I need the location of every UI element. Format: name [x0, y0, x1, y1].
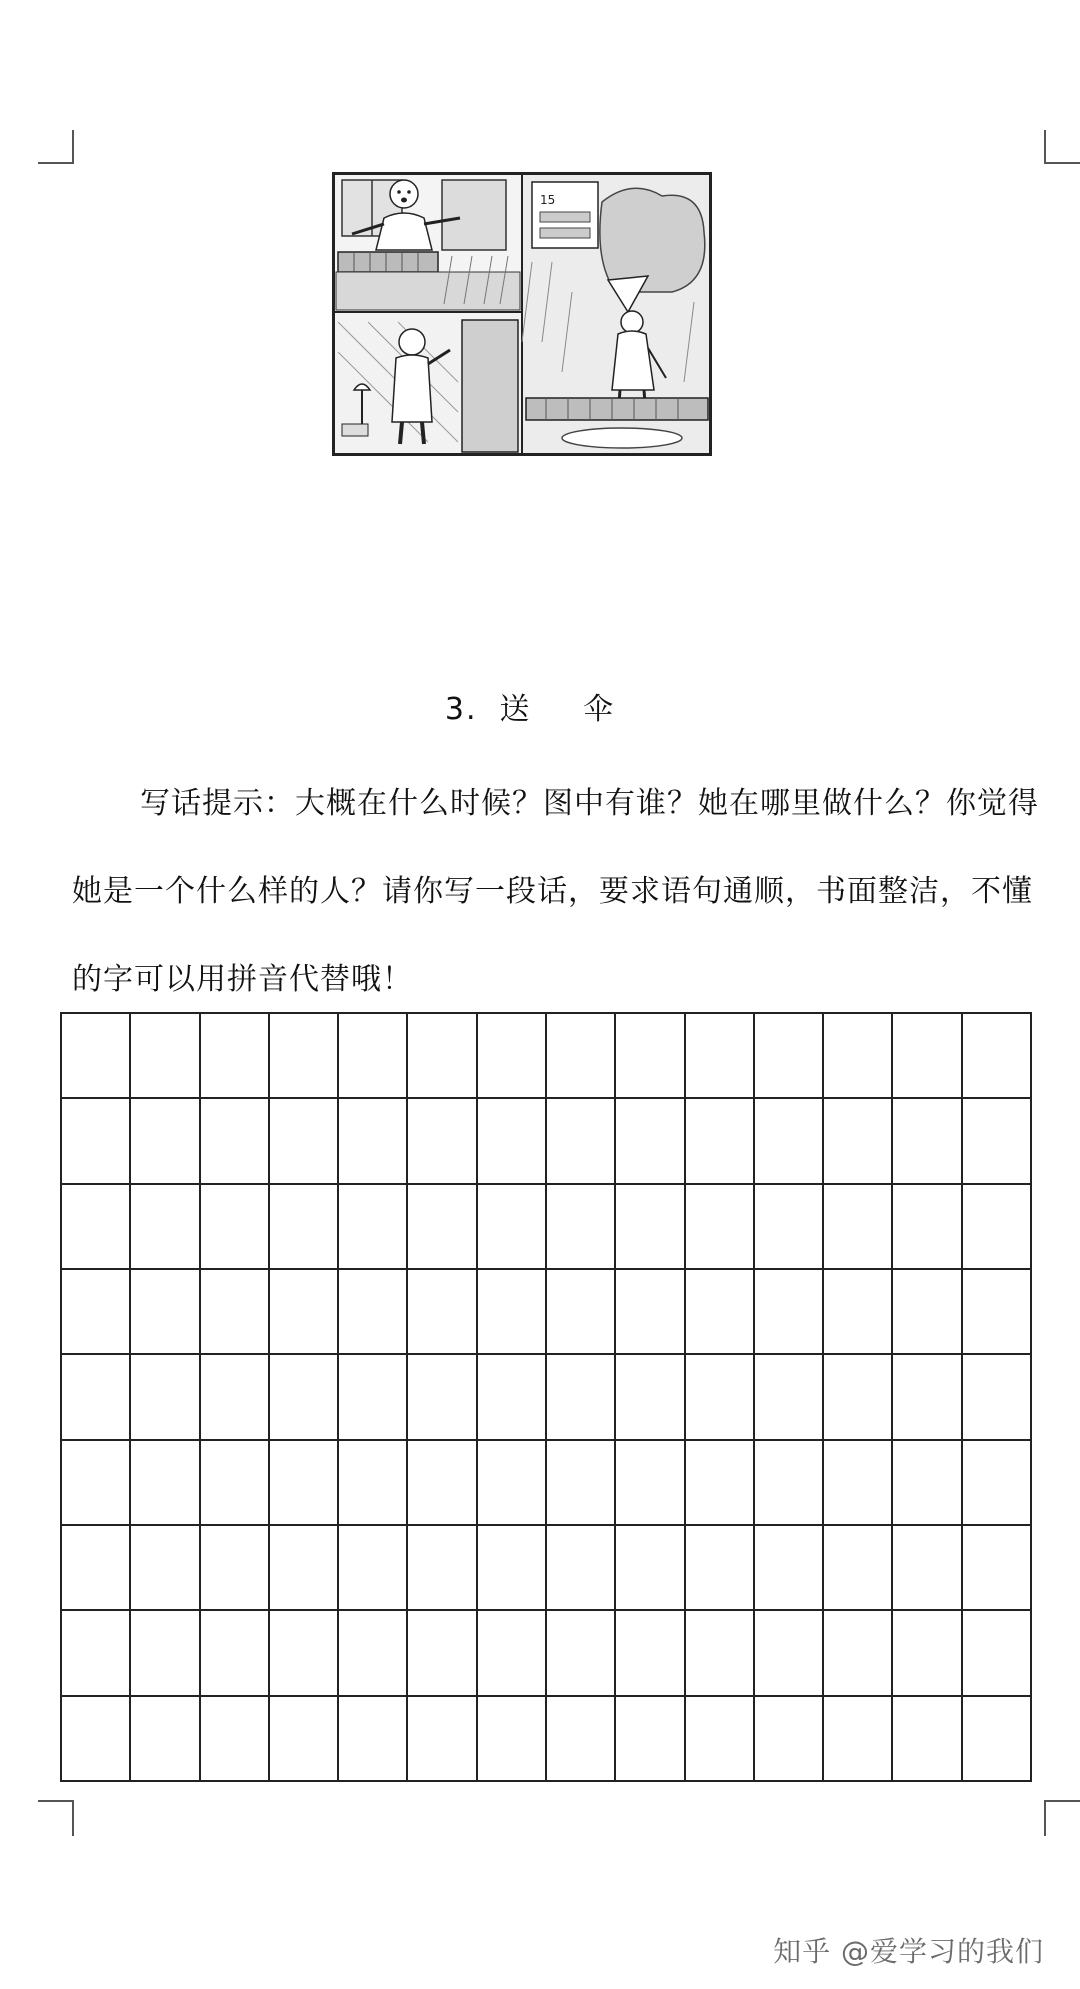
- grid-cell[interactable]: [270, 1014, 339, 1099]
- grid-cell[interactable]: [824, 1270, 893, 1355]
- grid-cell[interactable]: [893, 1014, 962, 1099]
- section-number: 3.: [444, 692, 478, 727]
- grid-cell[interactable]: [478, 1355, 547, 1440]
- grid-cell[interactable]: [963, 1014, 1032, 1099]
- grid-cell[interactable]: [686, 1441, 755, 1526]
- grid-cell[interactable]: [201, 1185, 270, 1270]
- grid-cell[interactable]: [339, 1270, 408, 1355]
- grid-cell[interactable]: [62, 1441, 131, 1526]
- grid-cell[interactable]: [270, 1697, 339, 1782]
- grid-cell[interactable]: [616, 1355, 685, 1440]
- grid-cell[interactable]: [547, 1611, 616, 1696]
- grid-cell[interactable]: [547, 1270, 616, 1355]
- grid-cell[interactable]: [478, 1185, 547, 1270]
- grid-cell[interactable]: [755, 1355, 824, 1440]
- grid-cell[interactable]: [755, 1526, 824, 1611]
- grid-cell[interactable]: [616, 1185, 685, 1270]
- writing-grid[interactable]: [60, 1012, 1032, 1782]
- grid-cell[interactable]: [62, 1526, 131, 1611]
- grid-cell[interactable]: [755, 1697, 824, 1782]
- grid-cell[interactable]: [131, 1355, 200, 1440]
- grid-cell[interactable]: [547, 1697, 616, 1782]
- grid-cell[interactable]: [201, 1611, 270, 1696]
- section-title: [0, 684, 1080, 728]
- grid-cell[interactable]: [547, 1355, 616, 1440]
- grid-cell[interactable]: [478, 1099, 547, 1184]
- grid-cell[interactable]: [893, 1441, 962, 1526]
- grid-cell[interactable]: [755, 1441, 824, 1526]
- grid-cell[interactable]: [547, 1014, 616, 1099]
- writing-prompt: 写话提示：大概在什么时候？图中有谁？她在哪里做什么？你觉得她是一个什么样的人？请你写一段话，要求语句通顺，书面整洁，不懂的字可以用拼音代替哦！: [72, 786, 1039, 997]
- grid-cell[interactable]: [547, 1185, 616, 1270]
- grid-cell[interactable]: [339, 1611, 408, 1696]
- grid-cell[interactable]: [686, 1185, 755, 1270]
- crop-mark-top-left: [38, 130, 74, 164]
- grid-cell[interactable]: [616, 1099, 685, 1184]
- grid-cell[interactable]: [339, 1014, 408, 1099]
- grid-cell[interactable]: [62, 1099, 131, 1184]
- grid-cell[interactable]: [62, 1014, 131, 1099]
- grid-cell[interactable]: [755, 1185, 824, 1270]
- grid-cell[interactable]: [616, 1526, 685, 1611]
- grid-cell[interactable]: [408, 1014, 477, 1099]
- grid-cell[interactable]: [408, 1185, 477, 1270]
- grid-cell[interactable]: [686, 1270, 755, 1355]
- grid-cell[interactable]: [408, 1099, 477, 1184]
- svg-text:15: 15: [540, 193, 556, 207]
- grid-cell[interactable]: [270, 1355, 339, 1440]
- grid-cell[interactable]: [270, 1270, 339, 1355]
- grid-cell[interactable]: [408, 1441, 477, 1526]
- grid-cell[interactable]: [893, 1355, 962, 1440]
- grid-cell[interactable]: [270, 1526, 339, 1611]
- grid-cell[interactable]: [131, 1014, 200, 1099]
- grid-cell[interactable]: [131, 1099, 200, 1184]
- grid-cell[interactable]: [755, 1099, 824, 1184]
- grid-cell[interactable]: [893, 1270, 962, 1355]
- grid-cell[interactable]: [893, 1526, 962, 1611]
- grid-cell[interactable]: [963, 1270, 1032, 1355]
- grid-cell[interactable]: [339, 1355, 408, 1440]
- grid-cell[interactable]: [755, 1270, 824, 1355]
- grid-cell[interactable]: [478, 1270, 547, 1355]
- grid-cell[interactable]: [339, 1099, 408, 1184]
- grid-cell[interactable]: [339, 1185, 408, 1270]
- grid-cell[interactable]: [62, 1355, 131, 1440]
- grid-cell[interactable]: [755, 1611, 824, 1696]
- grid-cell[interactable]: [824, 1697, 893, 1782]
- grid-cell[interactable]: [478, 1526, 547, 1611]
- grid-cell[interactable]: [270, 1185, 339, 1270]
- grid-cell[interactable]: [131, 1270, 200, 1355]
- grid-cell[interactable]: [616, 1697, 685, 1782]
- grid-cell[interactable]: [270, 1441, 339, 1526]
- grid-cell[interactable]: [686, 1697, 755, 1782]
- grid-cell[interactable]: [824, 1355, 893, 1440]
- grid-cell[interactable]: [963, 1355, 1032, 1440]
- grid-cell[interactable]: [339, 1526, 408, 1611]
- wet-child-at-door-panel: [334, 312, 522, 454]
- grid-cell[interactable]: [270, 1611, 339, 1696]
- grid-cell[interactable]: [686, 1014, 755, 1099]
- grid-cell[interactable]: [201, 1526, 270, 1611]
- grid-cell[interactable]: [62, 1697, 131, 1782]
- grid-cell[interactable]: [62, 1611, 131, 1696]
- grid-cell[interactable]: [755, 1014, 824, 1099]
- grid-cell[interactable]: [963, 1697, 1032, 1782]
- grid-cell[interactable]: [339, 1441, 408, 1526]
- grid-cell[interactable]: [201, 1697, 270, 1782]
- grid-cell[interactable]: [478, 1697, 547, 1782]
- grid-cell[interactable]: [963, 1099, 1032, 1184]
- grid-cell[interactable]: [547, 1099, 616, 1184]
- grid-cell[interactable]: [131, 1441, 200, 1526]
- grid-cell[interactable]: [963, 1185, 1032, 1270]
- crop-mark-bottom-left: [38, 1800, 74, 1836]
- grid-cell[interactable]: [339, 1697, 408, 1782]
- grid-cell[interactable]: [824, 1185, 893, 1270]
- grid-cell[interactable]: [686, 1355, 755, 1440]
- grid-cell[interactable]: [201, 1099, 270, 1184]
- grid-cell[interactable]: [963, 1526, 1032, 1611]
- watermark: 知乎 @爱学习的我们: [773, 1935, 1044, 1968]
- grid-cell[interactable]: [408, 1355, 477, 1440]
- grid-cell[interactable]: [62, 1270, 131, 1355]
- crop-mark-top-right: [1044, 130, 1080, 164]
- crop-mark-bottom-right: [1044, 1800, 1080, 1836]
- grid-cell[interactable]: [686, 1099, 755, 1184]
- grid-cell[interactable]: [824, 1611, 893, 1696]
- grid-cell[interactable]: [824, 1441, 893, 1526]
- grid-cell[interactable]: [408, 1611, 477, 1696]
- grid-cell[interactable]: [616, 1270, 685, 1355]
- grid-cell[interactable]: [270, 1099, 339, 1184]
- grid-cell[interactable]: [201, 1441, 270, 1526]
- grid-cell[interactable]: [201, 1355, 270, 1440]
- grid-cell[interactable]: [131, 1697, 200, 1782]
- grid-cell[interactable]: [408, 1697, 477, 1782]
- section-title-text: 送 伞: [499, 692, 636, 727]
- grid-cell[interactable]: [686, 1611, 755, 1696]
- grid-cell[interactable]: [408, 1270, 477, 1355]
- grid-cell[interactable]: [893, 1185, 962, 1270]
- grid-cell[interactable]: [131, 1611, 200, 1696]
- grid-cell[interactable]: [963, 1441, 1032, 1526]
- grid-cell[interactable]: [824, 1014, 893, 1099]
- grid-cell[interactable]: [62, 1185, 131, 1270]
- grid-cell[interactable]: [478, 1611, 547, 1696]
- grid-cell[interactable]: [616, 1611, 685, 1696]
- grid-cell[interactable]: [201, 1270, 270, 1355]
- grid-cell[interactable]: [547, 1441, 616, 1526]
- grid-cell[interactable]: [824, 1099, 893, 1184]
- grid-cell[interactable]: [616, 1441, 685, 1526]
- grid-cell[interactable]: [616, 1014, 685, 1099]
- grid-cell[interactable]: [201, 1014, 270, 1099]
- grid-cell[interactable]: [547, 1526, 616, 1611]
- grid-cell[interactable]: [131, 1185, 200, 1270]
- grid-cell[interactable]: [686, 1526, 755, 1611]
- grid-cell[interactable]: [893, 1099, 962, 1184]
- grid-cell[interactable]: [408, 1526, 477, 1611]
- grid-cell[interactable]: [824, 1526, 893, 1611]
- girl-with-umbrella-in-rain-panel: [522, 174, 710, 454]
- comic-illustration: [332, 172, 712, 456]
- grid-cell[interactable]: [131, 1526, 200, 1611]
- grid-cell[interactable]: [893, 1611, 962, 1696]
- window-scene-panel: [334, 174, 522, 312]
- grid-cell[interactable]: [963, 1611, 1032, 1696]
- grid-cell[interactable]: [478, 1441, 547, 1526]
- grid-cell[interactable]: [893, 1697, 962, 1782]
- grid-cell[interactable]: [478, 1014, 547, 1099]
